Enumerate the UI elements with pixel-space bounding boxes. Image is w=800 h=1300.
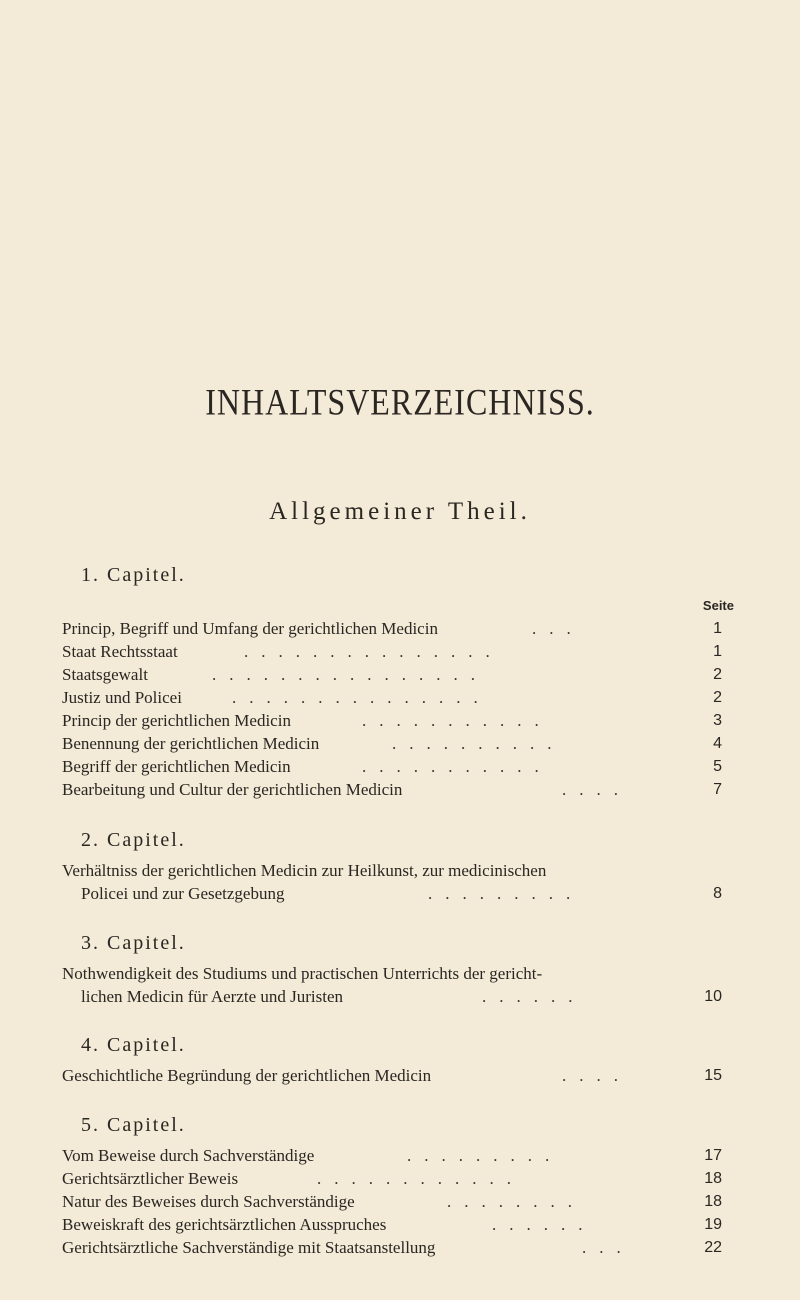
toc-entry-text: Begriff der gerichtlichen Medicin <box>62 757 291 776</box>
toc-entry <box>62 710 722 732</box>
toc-entry-page: 1 <box>713 643 722 660</box>
toc-entry-text: Natur des Beweises durch Sachverständige <box>62 1192 355 1211</box>
chapter-heading: 3. Capitel. <box>81 932 186 954</box>
toc-entry-page: 3 <box>713 712 722 729</box>
toc-entry-page: 10 <box>704 988 722 1005</box>
toc-entry-page: 15 <box>704 1067 722 1084</box>
toc-entry-page: 19 <box>704 1216 722 1233</box>
toc-entry-text: Vom Beweise durch Sachverständige <box>62 1146 315 1165</box>
leader-dots: ........... <box>362 711 552 730</box>
toc-entry <box>62 733 722 755</box>
page-title: INHALTSVERZEICHNISS. <box>205 381 595 423</box>
toc-entry-text: Nothwendigkeit des Studiums und practischen Unterrichts der gericht- <box>62 964 543 983</box>
leader-dots: ........ <box>447 1192 585 1211</box>
toc-entry-text: Gerichtsärztlicher Beweis <box>62 1169 239 1188</box>
toc-entry <box>62 986 722 1008</box>
toc-entry-text: Beweiskraft des gerichtsärztlichen Ausspruches <box>62 1215 387 1234</box>
toc-entry-text: Princip, Begriff und Umfang der gerichtlichen Medicin <box>62 619 438 638</box>
toc-entry-text: Princip der gerichtlichen Medicin <box>62 711 291 730</box>
leader-dots: ...... <box>482 987 586 1006</box>
toc-entry <box>62 1065 722 1087</box>
toc-entry <box>62 641 722 663</box>
toc-entry <box>62 883 722 905</box>
leader-dots: ......... <box>407 1146 563 1165</box>
toc-entry <box>62 756 722 778</box>
leader-dots: ... <box>582 1238 634 1257</box>
toc-entry-text: Staatsgewalt <box>62 665 148 684</box>
chapter-heading: 2. Capitel. <box>81 829 186 851</box>
leader-dots: ............ <box>317 1169 524 1188</box>
part-title: Allgemeiner Theil. <box>269 498 531 525</box>
toc-entry-text: Gerichtsärztliche Sachverständige mit Staatsanstellung <box>62 1238 436 1257</box>
chapter-heading: 4. Capitel. <box>81 1034 186 1056</box>
leader-dots: ... <box>532 619 584 638</box>
toc-entry-text: Bearbeitung und Cultur der gerichtlichen Medicin <box>62 780 403 799</box>
toc-entry-text: Benennung der gerichtlichen Medicin <box>62 734 320 753</box>
toc-entry <box>62 618 722 640</box>
leader-dots: .... <box>562 780 631 799</box>
toc-entry-text: Policei und zur Gesetzgebung <box>81 884 285 903</box>
chapter-heading: 5. Capitel. <box>81 1114 186 1136</box>
toc-entry-text: Justiz und Policei <box>62 688 182 707</box>
page-column-label: Seite <box>702 598 734 613</box>
toc-entry-page: 22 <box>704 1239 722 1256</box>
toc-entry <box>62 1214 722 1236</box>
toc-entry-page: 2 <box>713 666 722 683</box>
toc-entry-text: Geschichtliche Begründung der gerichtlichen Medicin <box>62 1066 432 1085</box>
leader-dots: ......... <box>428 884 584 903</box>
toc-entry-page: 18 <box>704 1193 722 1210</box>
toc-entry-text: Verhältniss der gerichtlichen Medicin zur Heilkunst, zur medicinischen <box>62 861 547 880</box>
toc-entry <box>62 860 722 882</box>
toc-entry-page: 1 <box>713 620 722 637</box>
toc-entry-text: Staat Rechtsstaat <box>62 642 178 661</box>
toc-entry-page: 18 <box>704 1170 722 1187</box>
leader-dots: .......... <box>392 734 565 753</box>
leader-dots: ................ <box>212 665 488 684</box>
toc-entry <box>62 779 722 801</box>
toc-entry <box>62 963 722 985</box>
toc-entry <box>62 1237 722 1259</box>
toc-entry <box>62 1168 722 1190</box>
toc-entry-page: 17 <box>704 1147 722 1164</box>
toc-entry-text: lichen Medicin für Aerzte und Juristen <box>81 987 344 1006</box>
toc-entry-page: 2 <box>713 689 722 706</box>
leader-dots: ............... <box>244 642 503 661</box>
leader-dots: ...... <box>492 1215 596 1234</box>
toc-entry <box>62 687 722 709</box>
leader-dots: ............... <box>232 688 491 707</box>
leader-dots: ........... <box>362 757 552 776</box>
toc-entry-page: 5 <box>713 758 722 775</box>
toc-entry-page: 4 <box>713 735 722 752</box>
toc-entry-page: 8 <box>713 885 722 902</box>
chapter-heading: 1. Capitel. <box>81 564 186 586</box>
toc-entry <box>62 1145 722 1167</box>
leader-dots: .... <box>562 1066 631 1085</box>
toc-entry-page: 7 <box>713 781 722 798</box>
toc-entry <box>62 664 722 686</box>
toc-entry <box>62 1191 722 1213</box>
